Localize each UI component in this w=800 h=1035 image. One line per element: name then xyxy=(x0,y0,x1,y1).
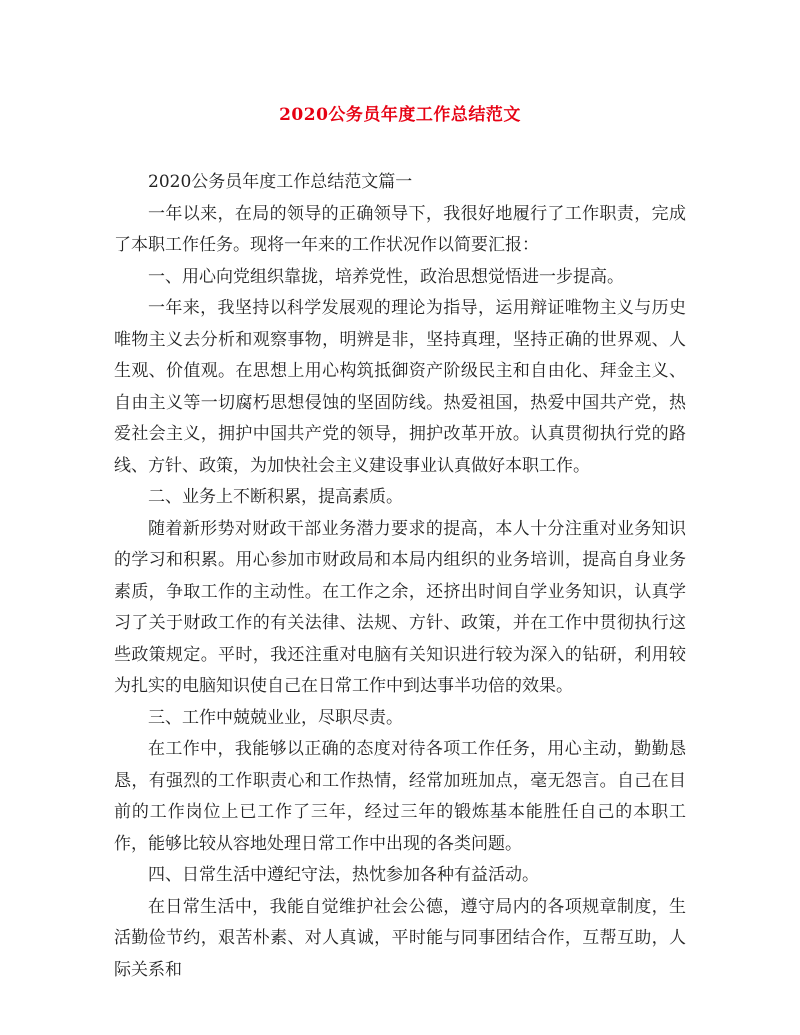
section-body-2: 随着新形势对财政干部业务潜力要求的提高，本人十分注重对业务知识的学习和积累。用心参加市财政局和本局内组织的业务培训，提高自身业务素质，争取工作的主动性。在工作之余，还挤出时间自学业务知识，认真学习了关于财政工作的有关法律、法规、方针、政策，并在工作中贯彻执行这些政策规定。平时，我还注重对电脑有关知识进行较为深入的钻研，利用较为扎实的电脑知识使自己在日常工作中到达事半功倍的效果。 xyxy=(114,518,686,696)
subtitle-paragraph: 2020公务员年度工作总结范文篇一 xyxy=(148,172,413,192)
document-title: 2020公务员年度工作总结范文 xyxy=(279,105,521,125)
intro-paragraph: 一年以来，在局的领导的正确领导下，我很好地履行了工作职责，完成了本职工作任务。现将一年来的工作状况作以简要汇报： xyxy=(114,203,686,255)
section-body-3: 在工作中，我能够以正确的态度对待各项工作任务，用心主动，勤勤恳恳，有强烈的工作职责心和工作热情，经常加班加点，毫无怨言。自己在目前的工作岗位上已工作了三年，经过三年的锻炼基本能胜任自己的本职工作，能够比较从容地处理日常工作中出现的各类问题。 xyxy=(114,739,686,854)
section-body-1: 一年来，我坚持以科学发展观的理论为指导，运用辩证唯物主义与历史唯物主义去分析和观察事物，明辨是非，坚持真理，坚持正确的世界观、人生观、价值观。在思想上用心构筑抵御资产阶级民主和自由化、拜金主义、自由主义等一切腐朽思想侵蚀的坚固防线。热爱祖国，热爱中国共产党，热爱社会主义，拥护中国共产党的领导，拥护改革开放。认真贯彻执行党的路线、方针、政策，为加快社会主义建设事业认真做好本职工作。 xyxy=(114,298,686,476)
section-heading-3: 三、工作中兢兢业业，尽职尽责。 xyxy=(148,707,403,728)
section-heading-2: 二、业务上不断积累，提高素质。 xyxy=(148,487,403,507)
section-heading-4: 四、日常生活中遵纪守法，热忱参加各种有益活动。 xyxy=(148,865,539,885)
section-heading-1: 一、用心向党组织靠拢，培养党性，政治思想觉悟进一步提高。 xyxy=(148,266,624,287)
section-body-4: 在日常生活中，我能自觉维护社会公德，遵守局内的各项规章制度，生活勤俭节约，艰苦朴素、对人真诚，平时能与同事团结合作，互帮互助，人际关系和 xyxy=(114,896,686,980)
document-body xyxy=(114,167,686,986)
